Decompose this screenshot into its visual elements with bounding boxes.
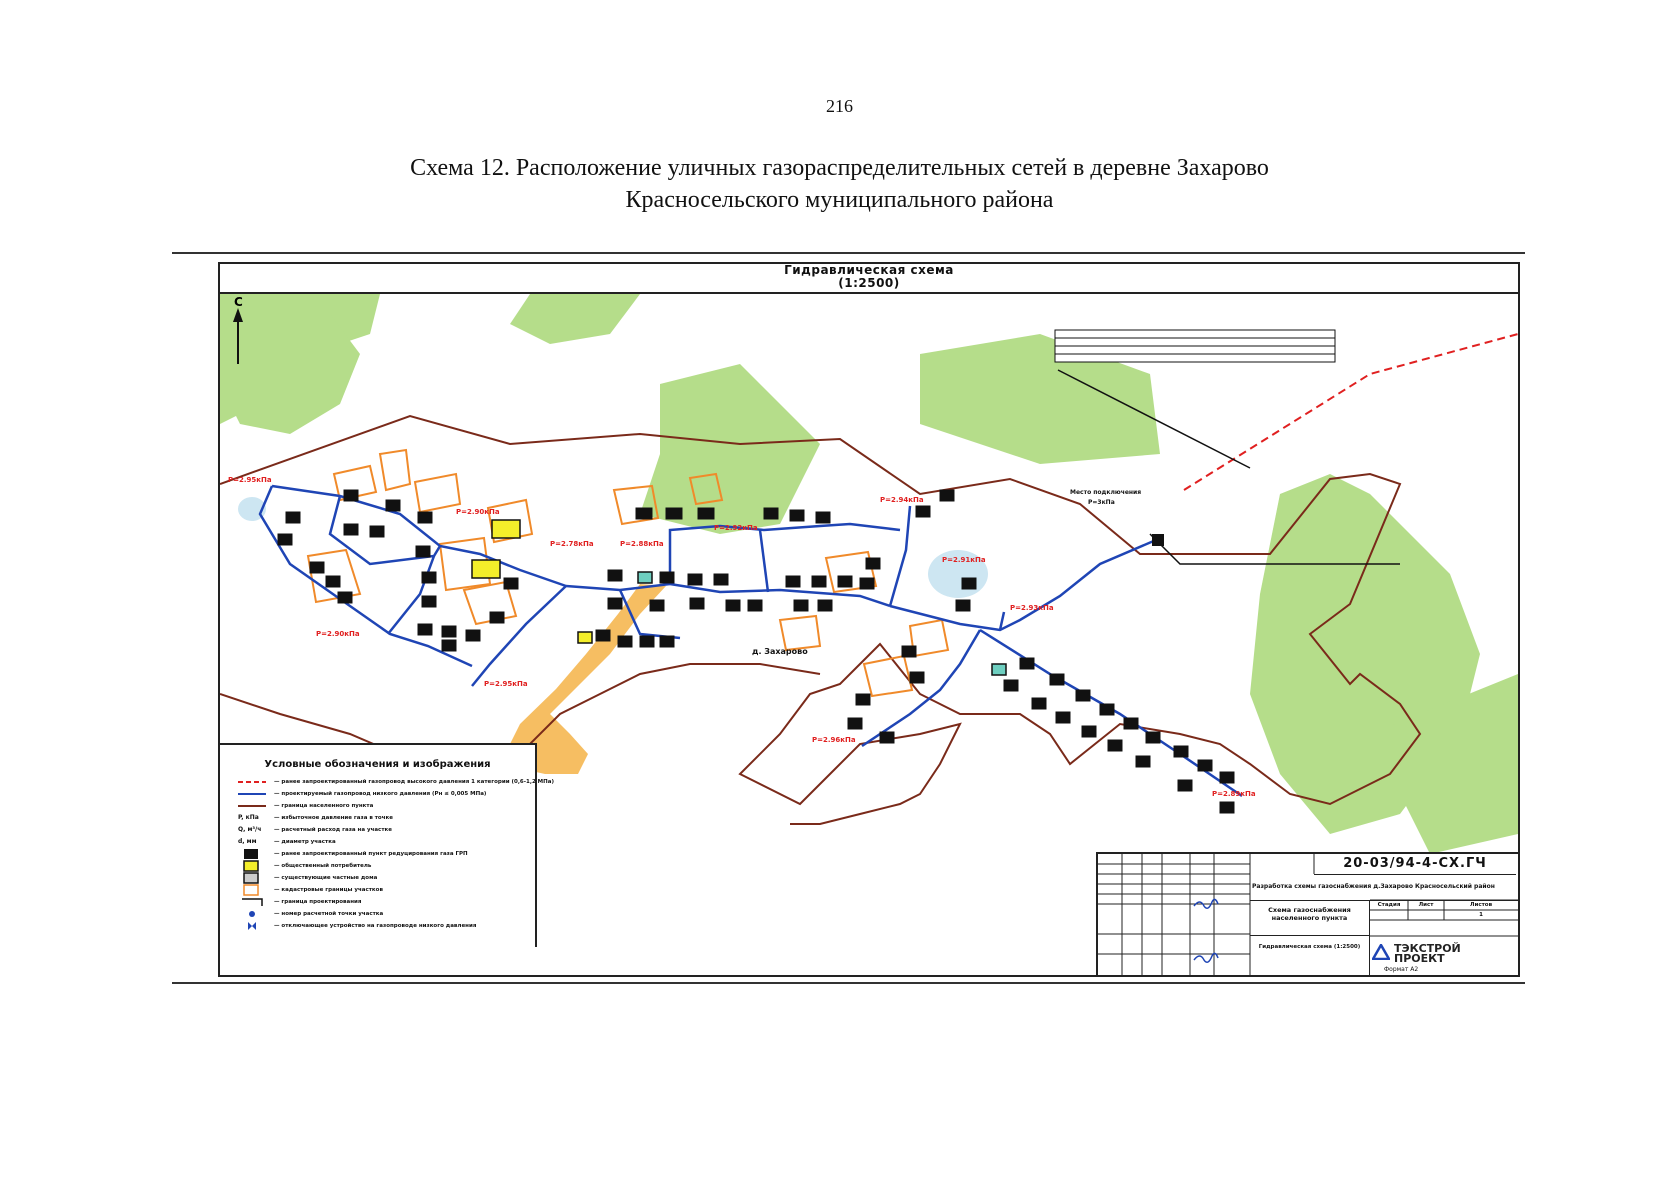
house	[790, 510, 804, 521]
house	[786, 576, 800, 587]
house	[608, 598, 622, 609]
house	[418, 512, 432, 523]
house	[880, 732, 894, 743]
document-code: 20-03/94-4-СХ.ГЧ	[1314, 854, 1516, 875]
house	[698, 508, 714, 519]
legend-text: — кадастровые границы участков	[274, 887, 383, 893]
pipe-central-north	[670, 524, 900, 584]
legend-text: — отключающее устройство на газопроводе низкого давления	[274, 923, 477, 929]
house	[1056, 712, 1070, 723]
legend-symbol-pressure: P, кПа	[238, 814, 259, 821]
pressure-label: P=2.91кПа	[942, 556, 986, 564]
sheets-header: Листов	[1469, 902, 1493, 908]
house	[866, 558, 880, 569]
house	[504, 578, 518, 589]
legend-symbol-flow: Q, м³/ч	[238, 826, 262, 833]
pressure-label: P=2.95кПа	[484, 680, 528, 688]
project-name: Разработка схемы газоснабжения д.Захарово Красносельский район	[1250, 874, 1520, 901]
house	[1020, 658, 1034, 669]
house	[956, 600, 970, 611]
house	[816, 512, 830, 523]
house	[818, 600, 832, 611]
legend-symbol-design-boundary	[238, 896, 266, 908]
legend-text: — проектируемый газопровод низкого давления (Рн ≤ 0,005 МПа)	[274, 791, 487, 797]
house	[422, 596, 436, 607]
house	[636, 508, 652, 519]
house	[726, 600, 740, 611]
house	[688, 574, 702, 585]
legend-text: — номер расчетной точки участка	[274, 911, 384, 917]
house	[608, 570, 622, 581]
house	[1198, 760, 1212, 771]
house	[442, 626, 456, 637]
legend-text: — расчетный расход газа на участке	[274, 827, 392, 833]
legend-text: — ранее запроектированный газопровод высокого давления 1 категории (0,6-1,2 МПа)	[274, 779, 554, 785]
legend-title: Условные обозначения и изображения	[264, 759, 491, 770]
house	[1220, 802, 1234, 813]
house	[344, 490, 358, 501]
house	[916, 506, 930, 517]
pressure-label: P=2.78кПа	[550, 540, 594, 548]
page-number: 216	[826, 96, 853, 116]
page-title-line-1: Схема 12. Расположение уличных газораспределительных сетей в деревне Захарово	[410, 155, 1269, 181]
drawing-header-title: Гидравлическая схема	[784, 263, 954, 277]
company-name	[1394, 944, 1461, 964]
house	[1146, 732, 1160, 743]
legend-item	[238, 872, 535, 884]
drawing-sheet	[172, 252, 1525, 984]
legend-item	[238, 860, 535, 872]
pipe-south-road	[472, 586, 566, 686]
drawing-header-scale: (1:2500)	[838, 276, 900, 290]
legend-symbol-public	[238, 860, 266, 872]
legend-symbol-diameter: d, мм	[238, 838, 257, 845]
legend-item	[238, 908, 535, 920]
teal-building	[638, 572, 652, 583]
teal-building	[992, 664, 1006, 675]
grs-note-label: Место подключения	[1070, 489, 1142, 496]
house	[690, 598, 704, 609]
sheet-header: Лист	[1418, 902, 1434, 908]
house	[344, 524, 358, 535]
legend-symbol-node	[238, 908, 266, 920]
legend-text: — избыточное давление газа в точке	[274, 815, 393, 821]
title-block	[1096, 852, 1518, 975]
stage-header: Стадия	[1377, 902, 1401, 908]
house	[1174, 746, 1188, 757]
legend-text: — диаметр участка	[274, 839, 336, 845]
house	[910, 672, 924, 683]
house	[422, 572, 436, 583]
pressure-label: P=2.96кПа	[812, 736, 856, 744]
public-building	[492, 520, 520, 538]
legend-symbol-boundary	[238, 800, 266, 812]
pressure-label: P=2.94кПа	[880, 496, 924, 504]
legend-text: — общественный потребитель	[274, 863, 372, 869]
forest-area-north-west	[510, 294, 640, 344]
plot	[780, 616, 820, 650]
house	[848, 718, 862, 729]
pressure-label: P=2.92кПа	[714, 524, 758, 532]
house	[640, 636, 654, 647]
object-name: Схема газоснабжения населенного пункта	[1250, 900, 1370, 936]
legend-item	[238, 848, 535, 860]
house	[1032, 698, 1046, 709]
house	[286, 512, 300, 523]
public-building	[472, 560, 500, 578]
company-name-line-2: ПРОЕКТ	[1394, 952, 1445, 965]
drawing-frame	[218, 262, 1520, 977]
legend-item	[238, 824, 535, 836]
plot	[380, 450, 410, 490]
pressure-label: P=2.88кПа	[620, 540, 664, 548]
legend-symbol-grp	[238, 848, 266, 860]
legend-symbol-house	[238, 872, 266, 884]
pressure-label: P=2.90кПа	[316, 630, 360, 638]
house	[418, 624, 432, 635]
house	[660, 636, 674, 647]
legend-symbol-valve	[238, 920, 266, 932]
house	[650, 600, 664, 611]
village-label: д. Захарово	[752, 647, 808, 656]
company-name-line-1: ТЭКСТРОЙ	[1394, 942, 1461, 955]
pressure-label: P=2.89кПа	[1212, 790, 1256, 798]
house	[416, 546, 430, 557]
house	[962, 578, 976, 589]
house	[714, 574, 728, 585]
house	[1178, 780, 1192, 791]
house	[748, 600, 762, 611]
legend-items	[220, 776, 554, 932]
house	[660, 572, 674, 583]
house	[860, 578, 874, 589]
north-label: С	[234, 295, 243, 309]
legend-item	[238, 836, 535, 848]
legend-text: — существующие частные дома	[274, 875, 378, 881]
house	[794, 600, 808, 611]
legend-symbol-planned-pipe	[238, 776, 266, 788]
house	[812, 576, 826, 587]
sheet-name: Гидравлическая схема (1:2500)	[1250, 936, 1370, 975]
house	[666, 508, 682, 519]
gas-regulator-point	[1152, 534, 1164, 546]
house	[370, 526, 384, 537]
sheets-value: 1	[1479, 912, 1483, 918]
sheet-format: Формат А2	[1384, 966, 1419, 973]
page-title	[0, 152, 1679, 216]
pressure-label: P=2.90кПа	[456, 508, 500, 516]
house	[490, 612, 504, 623]
house	[596, 630, 610, 641]
pipe-east-north	[890, 506, 910, 606]
legend-symbol-low-pressure-pipe	[238, 788, 266, 800]
house	[386, 500, 400, 511]
house	[1082, 726, 1096, 737]
grs-note-value: P=3кПа	[1088, 499, 1115, 506]
house	[856, 694, 870, 705]
drawing-header	[220, 264, 1518, 294]
house	[940, 490, 954, 501]
house	[1124, 718, 1138, 729]
pipe-central-north-2	[760, 530, 768, 592]
house	[310, 562, 324, 573]
legend-item	[238, 788, 535, 800]
legend-item	[238, 776, 554, 788]
house	[278, 534, 292, 545]
house	[1108, 740, 1122, 751]
pipe-east	[890, 540, 1156, 630]
page-title-line-2: Красносельского муниципального района	[625, 187, 1054, 213]
legend-text: — граница населенного пункта	[274, 803, 374, 809]
legend	[220, 743, 554, 947]
house	[326, 576, 340, 587]
legend-item	[238, 884, 535, 896]
legend-symbol-plot	[238, 884, 266, 896]
house	[1100, 704, 1114, 715]
house	[838, 576, 852, 587]
house	[902, 646, 916, 657]
legend-item	[238, 812, 535, 824]
house	[1076, 690, 1090, 701]
legend-text: — граница проектирования	[274, 899, 362, 905]
house	[618, 636, 632, 647]
company-logo-icon	[1372, 944, 1390, 960]
pressure-label: P=2.93кПа	[1010, 604, 1054, 612]
public-building	[578, 632, 592, 643]
house	[1050, 674, 1064, 685]
house	[764, 508, 778, 519]
cadastral-plots	[308, 450, 948, 696]
pressure-label: P=2.95кПа	[228, 476, 272, 484]
pipe-east-south-1	[862, 630, 980, 746]
house	[1136, 756, 1150, 767]
pipe-road-branch	[388, 556, 434, 634]
house	[1220, 772, 1234, 783]
house	[1004, 680, 1018, 691]
legend-item	[238, 920, 535, 932]
legend-item	[238, 800, 535, 812]
plot	[415, 474, 460, 512]
legend-text: — ранее запроектированный пункт редуцирования газа ГРП	[274, 851, 468, 857]
house	[442, 640, 456, 651]
house	[466, 630, 480, 641]
house	[338, 592, 352, 603]
legend-item	[238, 896, 535, 908]
